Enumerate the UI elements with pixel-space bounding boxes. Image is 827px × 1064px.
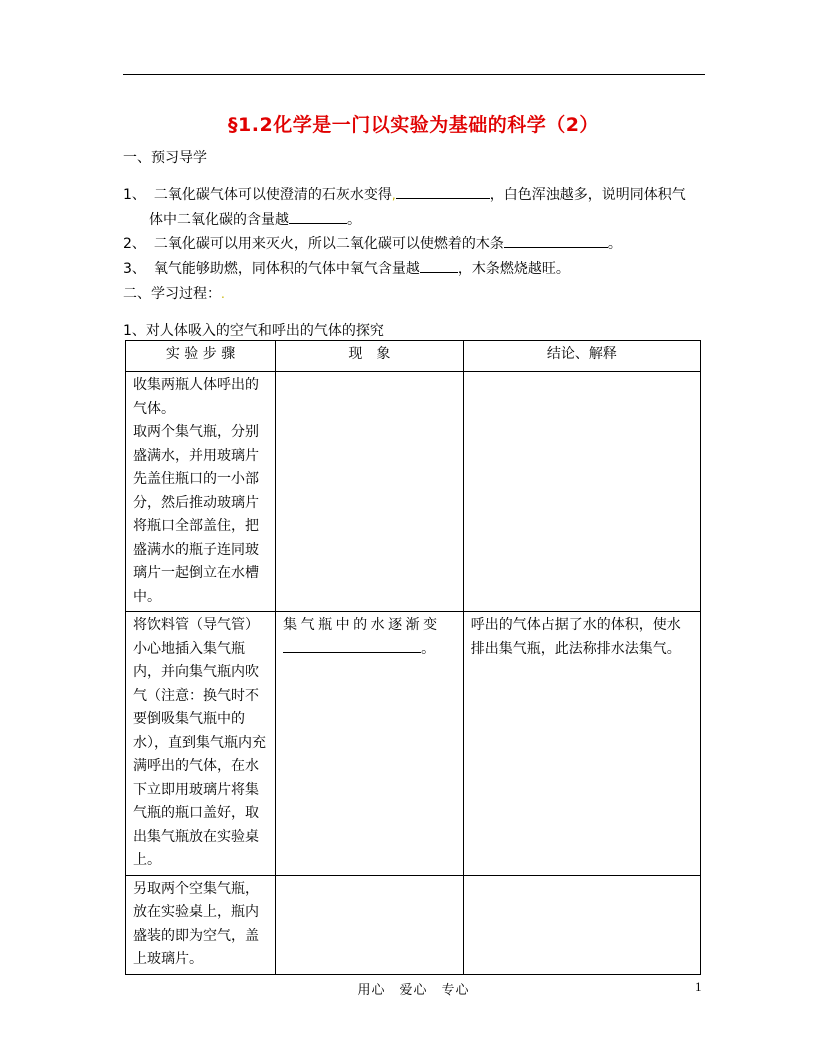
- row-1-phenomenon[interactable]: [276, 372, 464, 612]
- section2-subheading: 1、对人体吸入的空气和呼出的气体的探究: [123, 323, 384, 339]
- item-1-blank-2[interactable]: [289, 209, 347, 224]
- row-2-phenomenon[interactable]: 集气瓶中的水逐渐变 。: [276, 612, 464, 876]
- item-1-blank-1[interactable]: [396, 184, 490, 199]
- row-1-conclusion[interactable]: [463, 372, 700, 612]
- row-2-blank[interactable]: [283, 638, 421, 653]
- section2-heading: 二、学习过程：.: [123, 286, 225, 302]
- row-3-conclusion[interactable]: [463, 875, 700, 974]
- footer-text: 用心 爱心 专心: [357, 983, 470, 998]
- table-row: [126, 612, 701, 876]
- item-3: [123, 258, 570, 279]
- header-steps: 实 验 步 骤: [126, 341, 276, 372]
- row-3-step: 另取两个空集气瓶，放在实验桌上，瓶内盛装的即为空气，盖上玻璃片。: [126, 875, 276, 974]
- row-2-conclusion: 呼出的气体占据了水的体积，使水排出集气瓶，此法称排水法集气。: [463, 612, 700, 876]
- table-row: [126, 372, 701, 612]
- header-phenomenon: 现 象: [276, 341, 464, 372]
- item-1-line-2: [149, 209, 361, 230]
- item-2-blank[interactable]: [504, 233, 608, 248]
- item-2-number: 2、: [123, 236, 146, 252]
- table-header-row: [126, 341, 701, 372]
- page-title: §1.2化学是一门以实验为基础的科学（2）: [228, 114, 599, 136]
- section1-heading: 一、预习导学: [123, 150, 207, 166]
- item-3-blank[interactable]: [420, 258, 458, 273]
- item-1-number: 1、: [123, 187, 146, 203]
- header-conclusion: 结论、解释: [463, 341, 700, 372]
- item-2: [123, 233, 622, 254]
- item-3-number: 3、: [123, 261, 146, 277]
- experiment-table: [125, 340, 701, 975]
- page-number: 1: [695, 979, 702, 994]
- row-1-step: 收集两瓶人体呼出的气体。 取两个集气瓶，分别盛满水，并用玻璃片先盖住瓶口的一小部分，然后推动玻璃片将瓶口全部盖住，把盛满水的瓶子连同玻璃片一起倒立在水槽中。: [126, 372, 276, 612]
- table-row: [126, 875, 701, 974]
- header-rule: [123, 74, 705, 75]
- row-2-step: 将饮料管（导气管）小心地插入集气瓶内，并向集气瓶内吹气（注意：换气时不要倒吸集气瓶中的水），直到集气瓶内充满呼出的气体，在水下立即用玻璃片将集气瓶的瓶口盖好，取出集气瓶放在实验桌上。: [126, 612, 276, 876]
- row-2-phenomenon-text: 集气瓶中的水逐渐变: [283, 617, 441, 633]
- item-1-text-b: ，白色浑浊越多，说明同体积气: [489, 187, 686, 203]
- item-1-line2-b: 。: [347, 212, 361, 228]
- item-1-line2-a: 体中二氧化碳的含量越: [149, 212, 289, 228]
- row-3-phenomenon[interactable]: [276, 875, 464, 974]
- item-2-text-a: 二氧化碳可以用来灭火，所以二氧化碳可以使燃着的木条: [153, 236, 504, 252]
- item-3-text-a: 氧气能够助燃，同体积的气体中氧气含量越: [153, 261, 420, 277]
- item-1-text-a: 二氧化碳气体可以使澄清的石灰水变得: [153, 187, 392, 203]
- item-1-line-1: 1、 二氧化碳气体可以使澄清的石灰水变得, ，白色浑浊越多，说明同体积气: [123, 184, 686, 205]
- item-3-text-b: ，木条燃烧越旺。: [457, 261, 570, 277]
- item-2-text-b: 。: [607, 236, 622, 252]
